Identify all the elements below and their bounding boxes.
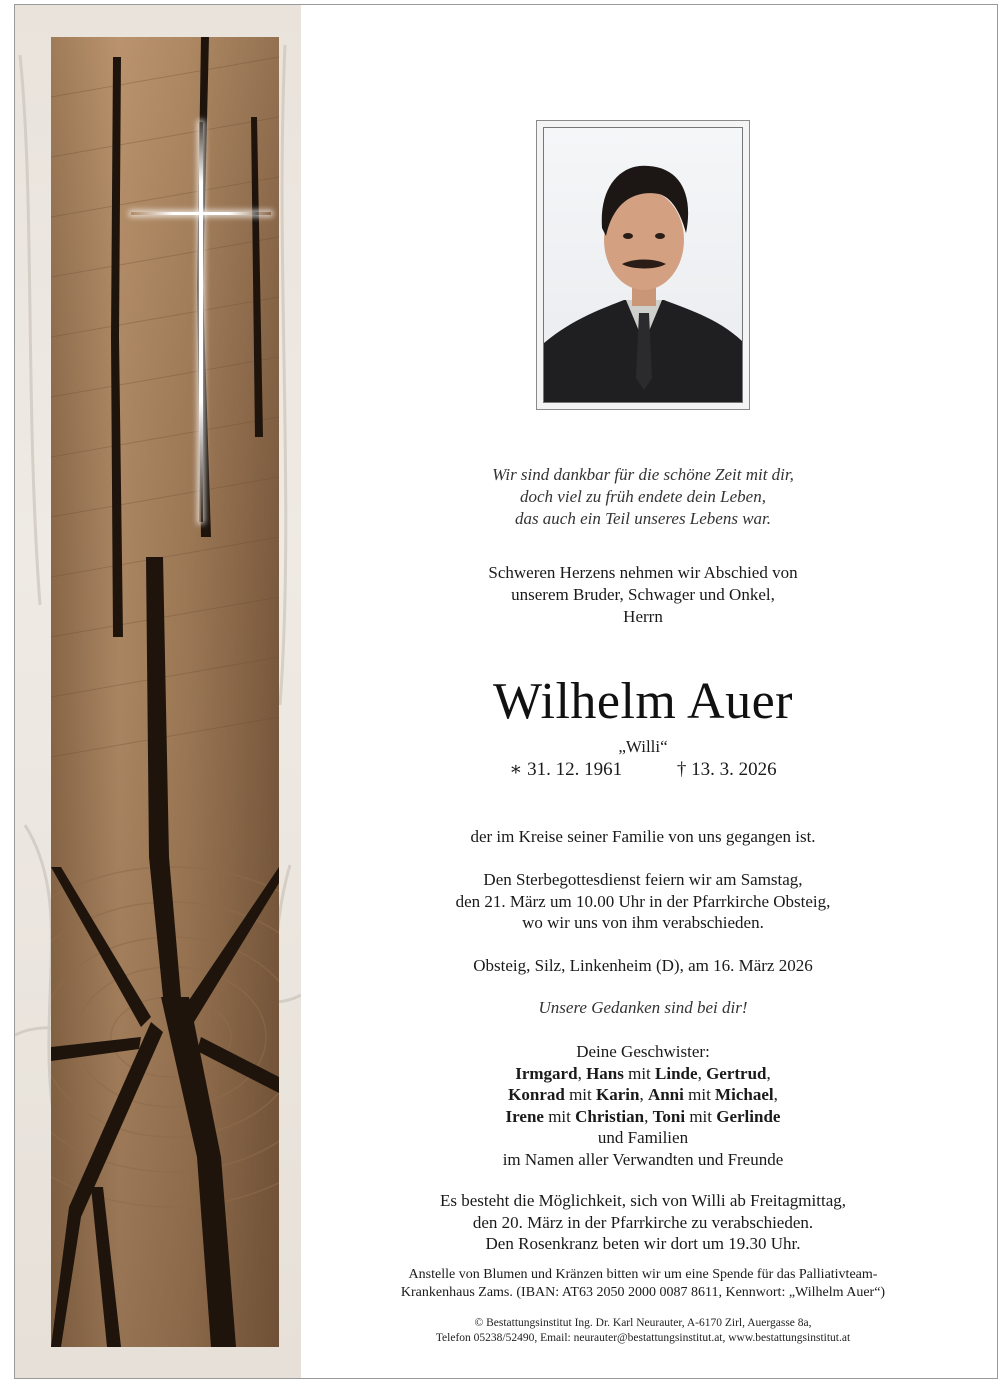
family-signatures — [340, 1041, 946, 1170]
passed-away-line: der im Kreise seiner Familie von uns gegangen ist. — [470, 827, 816, 846]
family-row — [340, 1084, 946, 1106]
family-row — [340, 1106, 946, 1128]
conjunction: mit — [623, 1063, 656, 1083]
farewell-intro — [340, 562, 946, 628]
quote-line: Wir sind dankbar für die schöne Zeit mit dir, — [492, 465, 794, 484]
funeral-home-footer — [340, 1316, 946, 1346]
sibling-name: Irmgard — [515, 1063, 578, 1083]
sibling-partner-name: Michael — [715, 1085, 774, 1104]
sibling-name: Irene — [505, 1106, 544, 1126]
sibling-partner-name: Linde — [655, 1063, 698, 1083]
separator: , — [697, 1063, 707, 1083]
service-line: Den Sterbegottesdienst feiern wir am Samstag, — [483, 870, 803, 889]
donation-request — [340, 1266, 946, 1302]
viewing-line: Es besteht die Möglichkeit, sich von Willi ab Freitagmittag, — [440, 1191, 846, 1210]
intro-line: unserem Bruder, Schwager und Onkel, — [511, 585, 775, 604]
quote-line: das auch ein Teil unseres Lebens war. — [514, 509, 772, 528]
separator: , — [644, 1106, 653, 1126]
intro-line: Herrn — [623, 607, 663, 626]
cross-vertical-light — [199, 122, 203, 522]
portrait-photo — [543, 127, 743, 403]
decorative-side-panel — [15, 5, 301, 1378]
sibling-name: Anni — [647, 1085, 684, 1104]
conjunction: mit — [543, 1106, 576, 1126]
relatives-line: im Namen aller Verwandten und Freunde — [502, 1149, 784, 1169]
sibling-name: Konrad — [508, 1085, 565, 1104]
portrait-photo-frame — [536, 120, 750, 410]
viewing-line: Den Rosenkranz beten wir dort um 19.30 Uhr. — [485, 1234, 801, 1253]
conjunction: mit — [683, 1085, 716, 1104]
sibling-name: Toni — [652, 1106, 686, 1126]
place-and-date: Obsteig, Silz, Linkenheim (D), am 16. März 2026 — [473, 956, 813, 975]
families-line: und Familien — [597, 1128, 689, 1147]
cracked-wood-graphic — [51, 37, 279, 1347]
donation-line: Krankenhaus Zams. (IBAN: AT63 2050 2000 0087 8611, Kennwort: „Wilhelm Auer“) — [400, 1285, 886, 1300]
death-date: † 13. 3. 2026 — [676, 759, 777, 780]
funeral-service-info — [340, 869, 946, 934]
footer-line: Telefon 05238/52490, Email: neurauter@bestattungsinstitut.at, www.bestattungsinstitut.at — [435, 1332, 851, 1344]
service-line: wo wir uns von ihm verabschieden. — [522, 913, 764, 932]
intro-line: Schweren Herzens nehmen wir Abschied von — [488, 563, 798, 582]
separator: , — [577, 1063, 587, 1083]
birth-date: ∗ 31. 12. 1961 — [509, 759, 623, 780]
sibling-name: Gertrud — [706, 1063, 767, 1083]
deceased-name: Wilhelm Auer — [493, 673, 793, 730]
sibling-partner-name: Gerlinde — [716, 1106, 781, 1126]
service-line: den 21. März um 10.00 Uhr in der Pfarrkirche Obsteig, — [455, 891, 831, 911]
memorial-quote — [340, 464, 946, 530]
separator: , — [766, 1063, 771, 1083]
family-heading: Deine Geschwister: — [576, 1042, 710, 1061]
viewing-line: den 20. März in der Pfarrkirche zu verabschieden. — [472, 1212, 814, 1232]
conjunction: mit — [564, 1085, 596, 1104]
portrait-illustration — [544, 128, 743, 403]
thoughts-line: Unsere Gedanken sind bei dir! — [538, 998, 748, 1017]
donation-line: Anstelle von Blumen und Kränzen bitten wir um eine Spende für das Palliativteam- — [408, 1267, 878, 1282]
sibling-partner-name: Christian — [575, 1106, 645, 1126]
footer-line: © Bestattungsinstitut Ing. Dr. Karl Neurauter, A-6170 Zirl, Auergasse 8a, — [474, 1317, 812, 1329]
sibling-partner-name: Karin — [596, 1085, 640, 1104]
cross-horizontal-light — [131, 212, 271, 215]
life-dates — [340, 758, 946, 782]
separator: , — [773, 1085, 778, 1104]
conjunction: mit — [685, 1106, 717, 1126]
quote-line: doch viel zu früh endete dein Leben, — [520, 487, 766, 506]
family-row — [340, 1063, 946, 1085]
wood-image — [51, 37, 279, 1347]
sibling-name: Hans — [586, 1063, 624, 1083]
viewing-info — [340, 1190, 946, 1255]
deceased-nickname: „Willi“ — [618, 737, 668, 756]
separator: , — [639, 1085, 648, 1104]
